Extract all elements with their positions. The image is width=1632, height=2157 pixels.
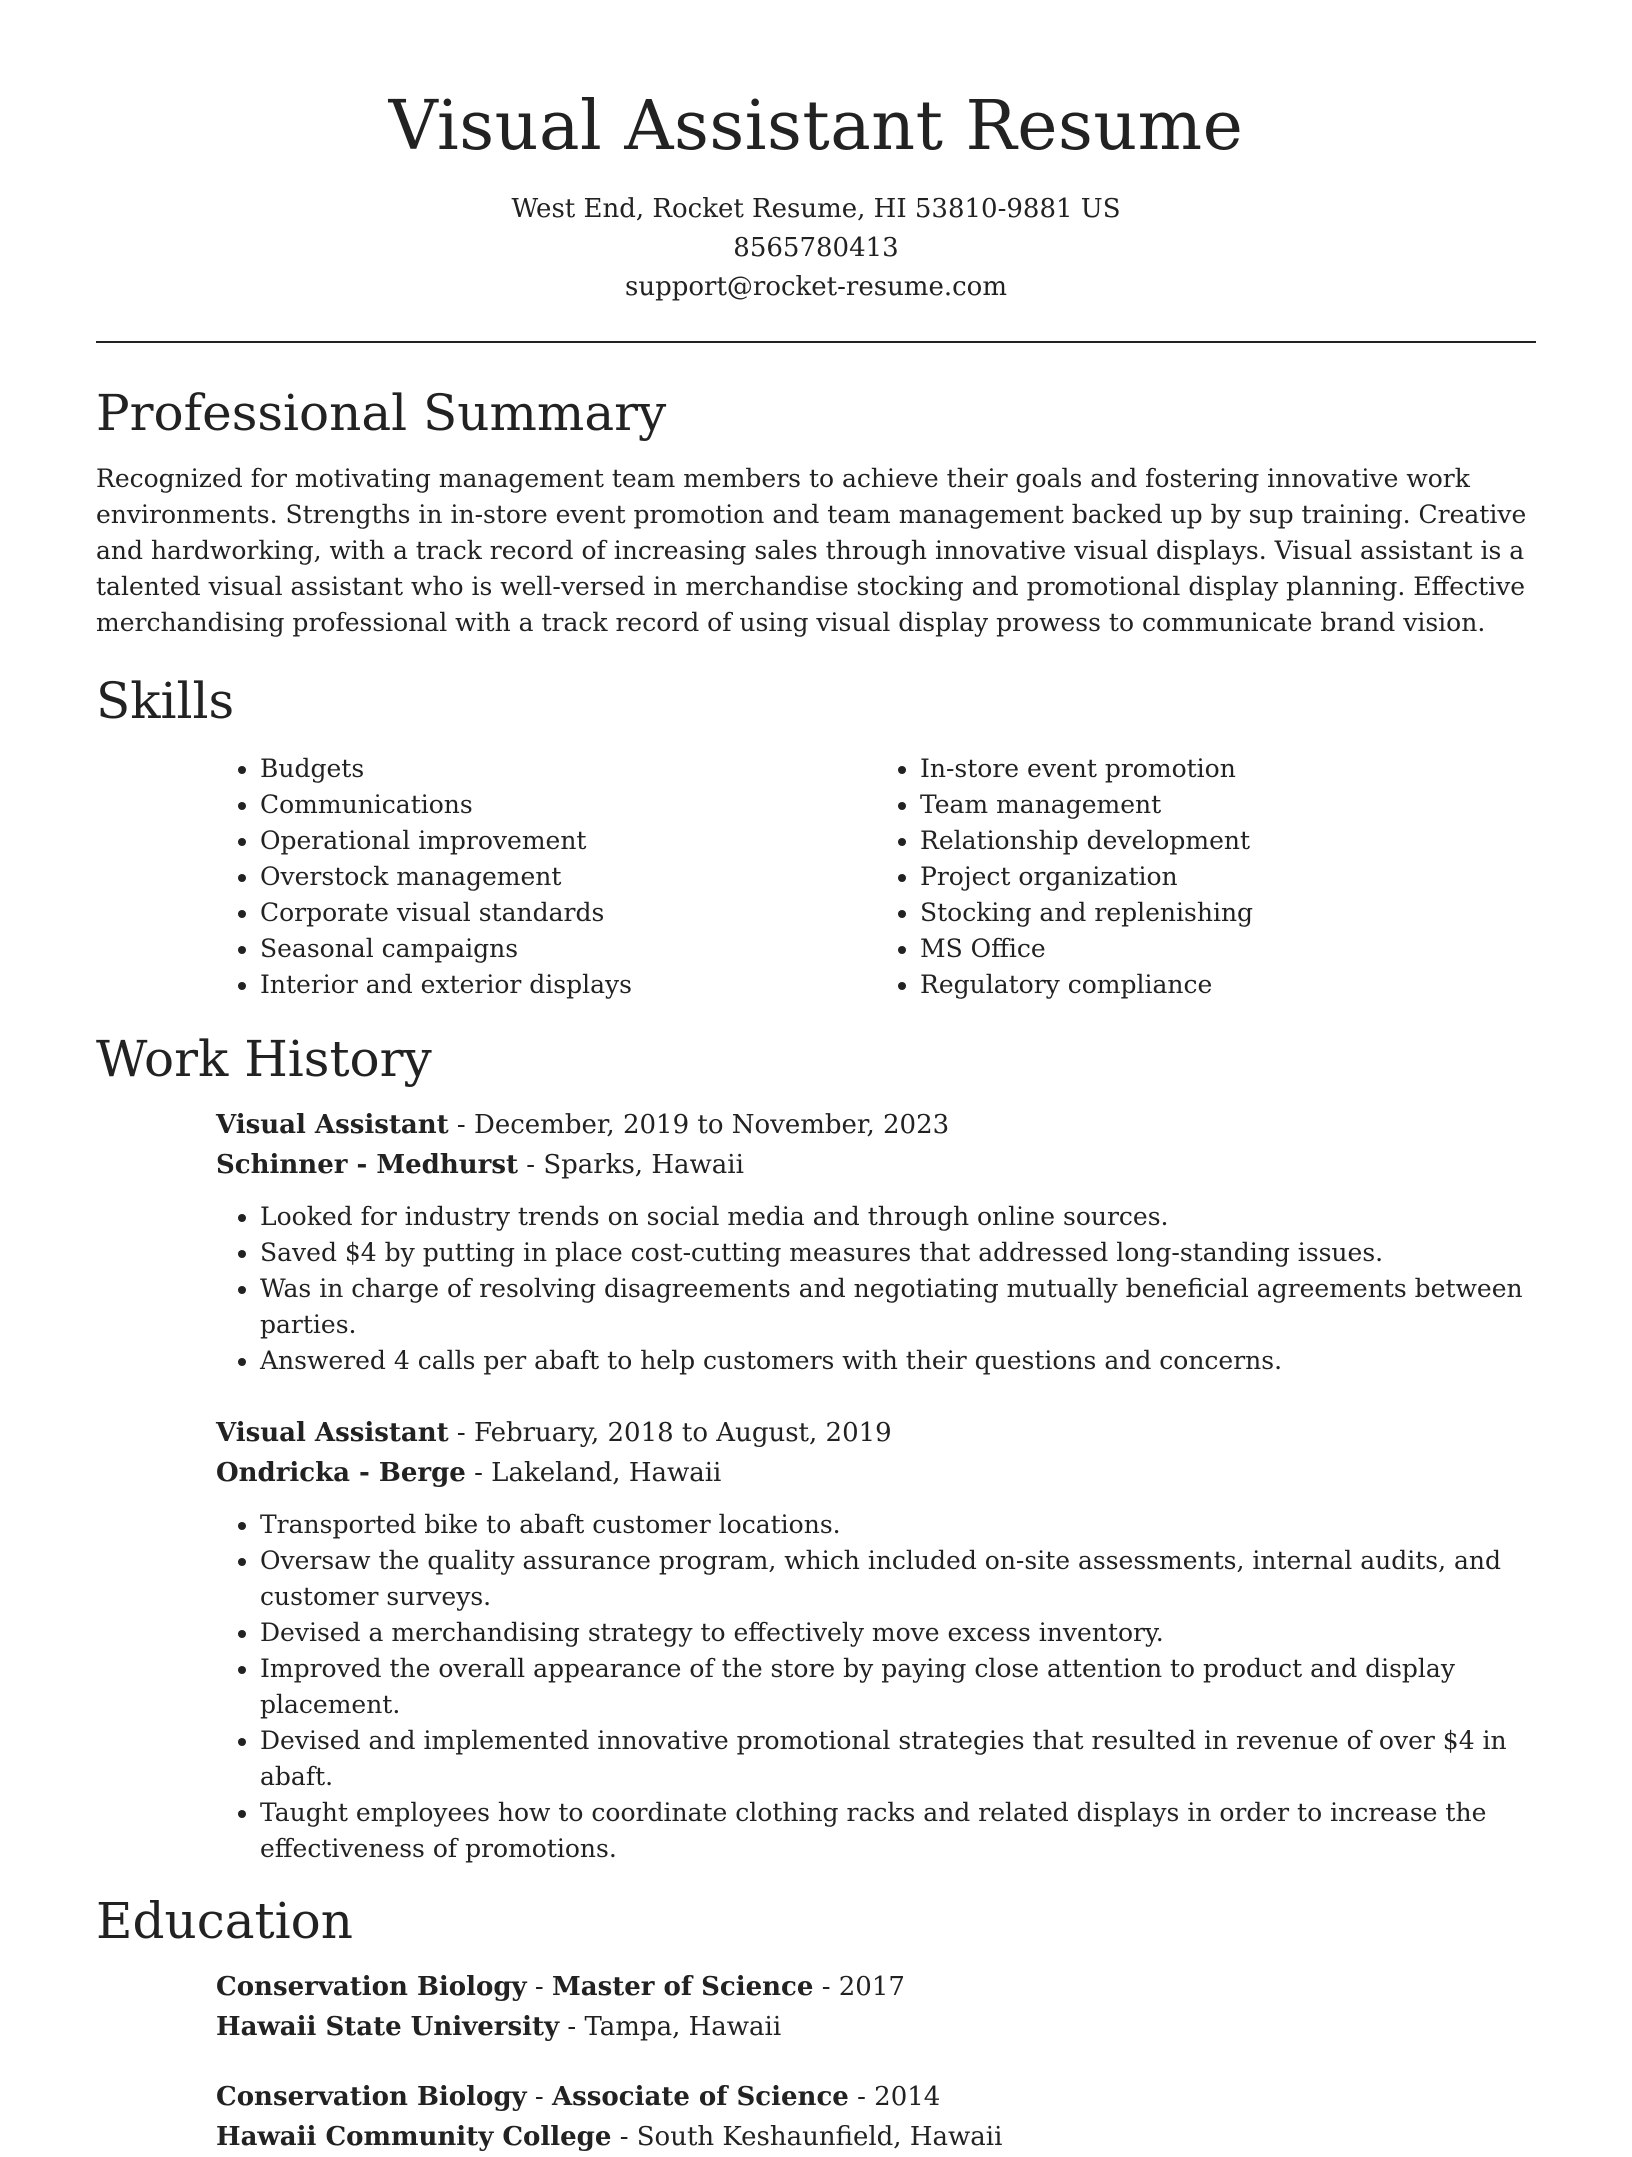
job-separator: - — [526, 1150, 544, 1180]
job-bullet: • Transported bike to abaft customer locations. — [260, 1507, 1536, 1543]
education-degree-line — [216, 2077, 1536, 2117]
resume-title: Visual Assistant Resume — [388, 87, 1244, 166]
skill-item: • Interior and exterior displays — [260, 967, 876, 1003]
education-location: Tampa, Hawaii — [584, 2012, 782, 2042]
job-bullet: • Improved the overall appearance of the store by paying close attention to product and display placement. — [260, 1651, 1536, 1723]
contact-block — [96, 190, 1536, 307]
education-degree-line — [216, 1967, 1536, 2007]
education-separator: - — [821, 1972, 839, 2002]
contact-phone: 8565780413 — [733, 233, 899, 263]
skill-item: • Project organization — [920, 859, 1536, 895]
job-separator: - — [456, 1110, 474, 1140]
job-title: Visual Assistant — [216, 1110, 449, 1140]
education-school: Hawaii State University — [216, 2012, 560, 2042]
education-degree: Master of Science — [551, 1972, 814, 2002]
skill-item: • Overstock management — [260, 859, 876, 895]
education-school: Hawaii Community College — [216, 2122, 612, 2152]
education-field: Conservation Biology — [216, 2082, 527, 2112]
education-separator: - — [534, 1972, 552, 2002]
job-bullets — [216, 1199, 1536, 1379]
skill-item: • Stocking and replenishing — [920, 895, 1536, 931]
skill-item: • Operational improvement — [260, 823, 876, 859]
work-history-heading: Work History — [96, 1030, 432, 1088]
education-entry — [216, 1967, 1536, 2047]
skills-heading: Skills — [96, 672, 235, 730]
job-separator: - — [474, 1458, 492, 1488]
job-title: Visual Assistant — [216, 1418, 449, 1448]
education-heading: Education — [96, 1892, 353, 1950]
resume-page — [96, 0, 1536, 2157]
education-separator: - — [534, 2082, 552, 2112]
contact-email: support@rocket-resume.com — [624, 272, 1007, 302]
job-dates: February, 2018 to August, 2019 — [473, 1418, 892, 1448]
job-company-line — [216, 1453, 1536, 1493]
job-location: Lakeland, Hawaii — [491, 1458, 722, 1488]
job-separator: - — [456, 1418, 474, 1448]
job-entry — [216, 1413, 1536, 1867]
education-school-line — [216, 2007, 1536, 2047]
contact-address: West End, Rocket Resume, HI 53810-9881 US — [511, 194, 1121, 224]
job-company-line — [216, 1145, 1536, 1185]
skills-list — [216, 751, 1536, 1003]
job-title-line — [216, 1105, 1536, 1145]
skill-item: • Regulatory compliance — [920, 967, 1536, 1003]
education-school-line — [216, 2117, 1536, 2157]
education-field: Conservation Biology — [216, 1972, 527, 2002]
job-bullet: • Looked for industry trends on social media and through online sources. — [260, 1199, 1536, 1235]
education-separator: - — [619, 2122, 637, 2152]
job-dates: December, 2019 to November, 2023 — [473, 1110, 950, 1140]
education-year: 2017 — [838, 1972, 905, 2002]
education-degree: Associate of Science — [551, 2082, 849, 2112]
skills-column-right — [876, 751, 1536, 1003]
job-location: Sparks, Hawaii — [543, 1150, 744, 1180]
skill-item: • Team management — [920, 787, 1536, 823]
job-company: Ondricka - Berge — [216, 1458, 466, 1488]
job-bullet: • Taught employees how to coordinate clothing racks and related displays in order to increase the effectiveness of promotions. — [260, 1795, 1536, 1867]
resume-header — [96, 0, 1536, 307]
skill-item: • MS Office — [920, 931, 1536, 967]
skills-column-left — [216, 751, 876, 1003]
header-divider — [96, 341, 1536, 343]
job-bullet: • Devised a merchandising strategy to effectively move excess inventory. — [260, 1615, 1536, 1651]
job-bullets — [216, 1507, 1536, 1867]
education-location: South Keshaunfield, Hawaii — [636, 2122, 1003, 2152]
summary-heading: Professional Summary — [96, 384, 667, 442]
job-title-line — [216, 1413, 1536, 1453]
skill-item: • Communications — [260, 787, 876, 823]
summary-text: Recognized for motivating management team members to achieve their goals and fostering innovative work environments. Strengths in in-store event promotion and team management backed up by sup training. Creative and hardworking, with a track record of increasing sales through innovative visual displays. Visual assistant is a talented visual assistant who is well-versed in merchandise stocking and promotional display planning. Effective merchandising professional with a track record of using visual display prowess to communicate brand vision. — [96, 464, 1527, 637]
job-company: Schinner - Medhurst — [216, 1150, 518, 1180]
education-separator: - — [567, 2012, 585, 2042]
job-bullet: • Answered 4 calls per abaft to help customers with their questions and concerns. — [260, 1343, 1536, 1379]
skill-item: • Corporate visual standards — [260, 895, 876, 931]
skill-item: • In-store event promotion — [920, 751, 1536, 787]
skill-item: • Budgets — [260, 751, 876, 787]
job-bullet: • Devised and implemented innovative promotional strategies that resulted in revenue of over $4 in abaft. — [260, 1723, 1536, 1795]
education-year: 2014 — [874, 2082, 941, 2112]
skill-item: • Seasonal campaigns — [260, 931, 876, 967]
skill-item: • Relationship development — [920, 823, 1536, 859]
job-bullet: • Was in charge of resolving disagreements and negotiating mutually beneficial agreements between parties. — [260, 1271, 1536, 1343]
job-bullet: • Oversaw the quality assurance program, which included on-site assessments, internal audits, and customer surveys. — [260, 1543, 1536, 1615]
education-entry — [216, 2077, 1536, 2157]
job-bullet: • Saved $4 by putting in place cost-cutting measures that addressed long-standing issues. — [260, 1235, 1536, 1271]
education-separator: - — [857, 2082, 875, 2112]
job-entry — [216, 1105, 1536, 1379]
